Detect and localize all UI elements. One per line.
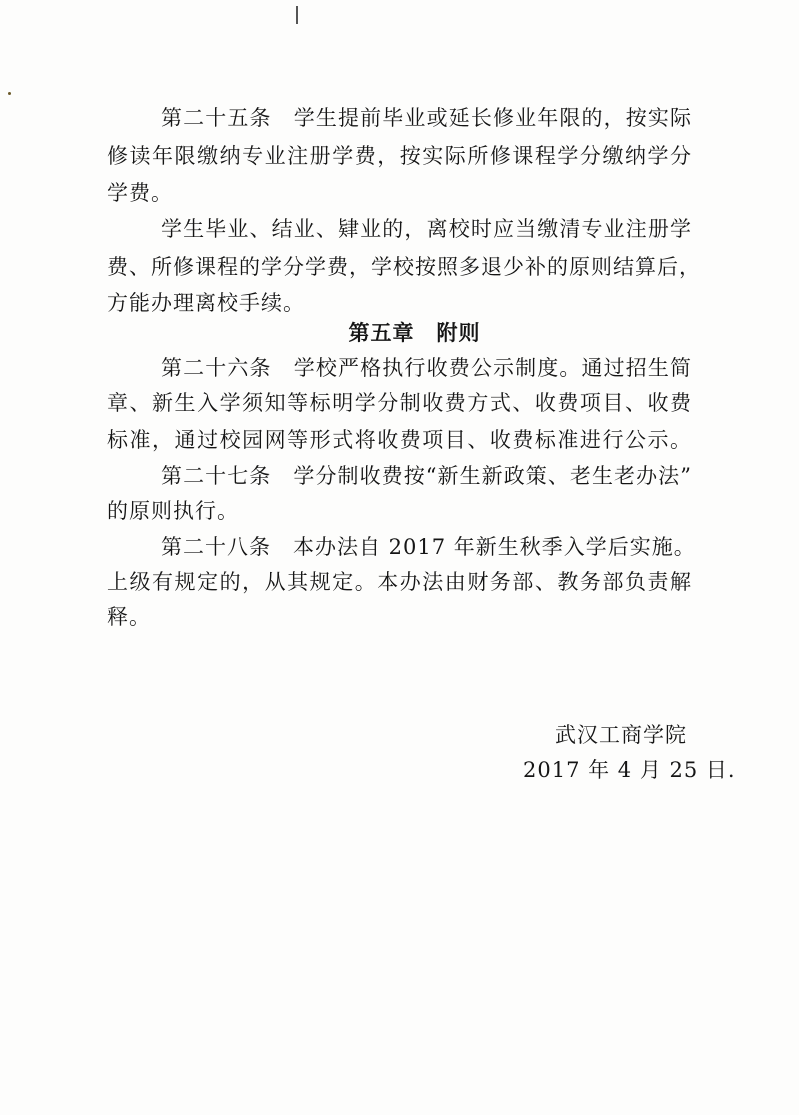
article-25-p2-line-3: 方能办理离校手续。 [107,291,305,315]
signature-institution: 武汉工商学院 [555,723,687,747]
article-28-line-1: 第二十八条 本办法自 2017 年新生秋季入学后实施。 [161,535,696,559]
signature-date: 2017 年 4 月 25 日. [523,758,736,782]
article-25-line-1: 第二十五条 学生提前毕业或延长修业年限的，按实际 [161,106,692,130]
article-25-p2-line-1: 学生毕业、结业、肄业的，离校时应当缴清专业注册学 [161,217,692,241]
article-25-p2-line-2: 费、所修课程的学分学费，学校按照多退少补的原则结算后， [107,255,701,279]
scan-artifact-mark [296,6,298,24]
article-26-line-1: 第二十六条 学校严格执行收费公示制度。通过招生简 [161,356,692,380]
article-28-line-2: 上级有规定的，从其规定。本办法由财务部、教务部负责解 [107,570,692,594]
article-26-line-3: 标准，通过校园网等形式将收费项目、收费标准进行公示。 [107,428,692,452]
article-27-line-2: 的原则执行。 [107,499,239,523]
article-26-line-2: 章、新生入学须知等标明学分制收费方式、收费项目、收费 [107,391,692,415]
scan-artifact-dot [8,92,11,95]
article-27-line-1: 第二十七条 学分制收费按“新生新政策、老生老办法” [161,464,692,488]
chapter-heading: 第五章 附则 [348,321,481,345]
article-25-line-3: 学费。 [107,181,173,205]
article-28-line-3: 释。 [107,605,151,629]
article-25-line-2: 修读年限缴纳专业注册学费，按实际所修课程学分缴纳学分 [107,144,692,168]
